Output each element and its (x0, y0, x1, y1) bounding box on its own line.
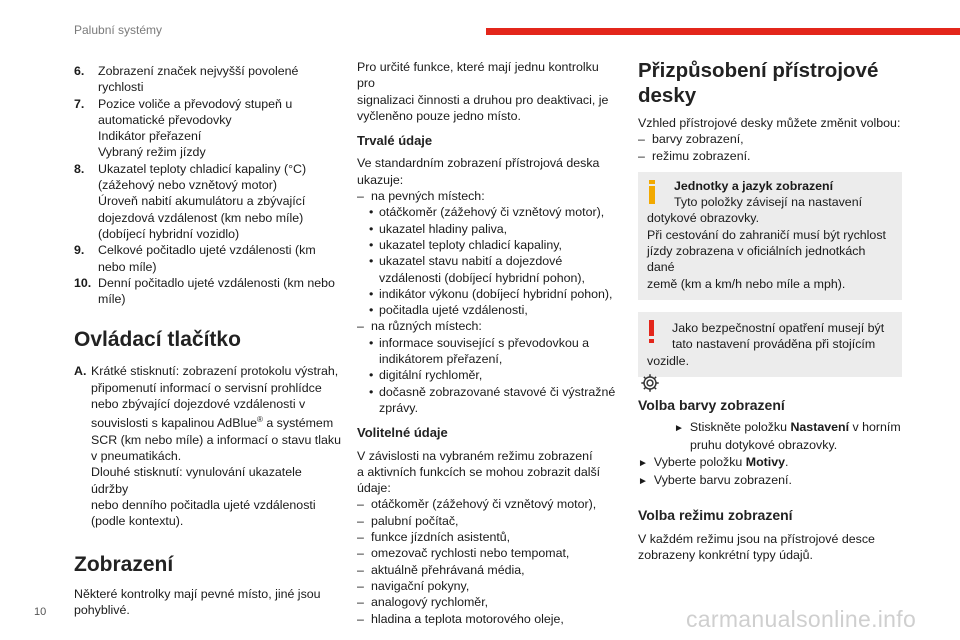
optional-line: a aktivních funkcích se mohou zobrazit další (357, 464, 601, 479)
item-text (98, 242, 342, 275)
control-line: Dlouhé stisknutí: vynulování ukazatele údržby (91, 465, 302, 496)
warning-icon (649, 320, 655, 343)
bullet-item: • ukazatel teploty chladicí kapaliny, (369, 237, 562, 252)
item-line: nebo míle) (98, 259, 157, 274)
item-line: (dobíjecí hybridní vozidlo) (98, 226, 240, 241)
info-box-title: Jednotky a jazyk zobrazení (674, 178, 834, 193)
column-left (74, 63, 342, 618)
permanent-line: Ve standardním zobrazení přístrojová deska (357, 156, 600, 171)
item-line: Pozice voliče a převodový stupeň u (98, 96, 293, 111)
item-number: 8. (74, 161, 85, 176)
warning-box-safety (638, 312, 902, 377)
adblue-prefix: souvislosti s kapalinou AdBlue (91, 416, 257, 431)
item-number: 7. (74, 96, 85, 111)
bullet-line: informace související s převodovkou a (379, 335, 590, 350)
running-header: Palubní systémy (74, 23, 163, 37)
column-middle (357, 59, 619, 627)
bullet-line: vzdálenosti (dobíjecí hybridní pohon), (379, 270, 585, 285)
bullet-item: • ukazatel stavu nabití a dojezdové vzdálenosti (dobíjecí hybridní pohon), (369, 254, 585, 285)
color-step-2: ► Vyberte položku Motivy. (638, 454, 789, 469)
page-number: 10 (34, 606, 47, 618)
bullet-line: otáčkoměr (zážehový či vznětový motor), (379, 205, 605, 220)
item-number: 6. (74, 64, 85, 78)
dash-item: – barvy zobrazení, (638, 132, 744, 147)
bullet-line: ukazatel hladiny paliva, (379, 221, 508, 236)
control-line: nebo zbývající dojezdové vzdálenosti v (91, 397, 306, 412)
dash-item: – navigační pokyny, (357, 578, 470, 593)
item-text (98, 96, 342, 161)
dash-item: – aktuálně přehrávaná média, (357, 562, 525, 577)
bullet-line: dočasně zobrazované stavové či výstražné (379, 384, 616, 399)
info-box-line: jízdy zobrazena v oficiálních jednotkách dané (647, 244, 866, 275)
bullet-line: zprávy. (379, 400, 419, 415)
settings-gear-icon (639, 372, 661, 394)
customize-intro (638, 115, 902, 164)
color-step-1: ► Stiskněte položku Nastavení v horním (674, 420, 901, 435)
control-item-a (74, 363, 342, 529)
control-line: nebo denního počitadla ujeté vzdálenosti (91, 497, 316, 512)
item-line: Zobrazení značek nejvyšší povolené (98, 64, 299, 78)
mode-line: V každém režimu jsou na přístrojové desce (638, 531, 875, 546)
item-text (98, 161, 342, 242)
control-line: v pneumatikách. (91, 449, 182, 464)
numbered-list (74, 63, 342, 307)
bullet-item: • digitální rychloměr, (369, 368, 483, 383)
intro-paragraph (357, 59, 619, 124)
bullet-line: ukazatel teploty chladicí kapaliny, (379, 237, 562, 252)
item-line: automatické převodovky (98, 112, 232, 127)
dash-item: – hladina a teplota motorového oleje, (357, 611, 564, 626)
control-line: Krátké stisknutí: zobrazení protokolu výstrah, (91, 364, 339, 379)
optional-line: údaje: (357, 481, 391, 496)
control-line: SCR (km nebo míle) a informací o stavu tlaku (91, 432, 341, 447)
display-line: pohyblivé. (74, 602, 130, 617)
adblue-suffix: a systémem (262, 416, 334, 431)
item-line: míle) (98, 292, 126, 307)
fixed-bullets (357, 204, 619, 318)
bullet-item: • indikátor výkonu (dobíjecí hybridní pohon), (369, 286, 613, 301)
item-line: Ukazatel teploty chladicí kapaliny (°C) (98, 161, 307, 176)
optional-dash-list (357, 496, 619, 626)
control-label: A. (74, 364, 87, 379)
dash-item: – režimu zobrazení. (638, 148, 751, 163)
intro-line: Pro určité funkce, které mají jednu kontrolku pro (357, 60, 599, 91)
intro-line: signalizaci činnosti a druhou pro deaktivaci, je (357, 92, 609, 107)
bullet-item: • počitadla ujeté vzdálenosti, (369, 303, 528, 318)
optional-line: V závislosti na vybraném režimu zobrazení (357, 448, 593, 463)
dash-item: – omezovač rychlosti nebo tempomat, (357, 546, 570, 561)
bullet-item: • dočasně zobrazované stavové či výstražné zprávy. (369, 384, 616, 415)
warning-box-line: Jako bezpečnostní opatření musejí být (672, 320, 885, 335)
control-line: (podle kontextu). (91, 514, 184, 529)
color-step-3: ► Vyberte barvu zobrazení. (638, 473, 792, 488)
item-number: 10. (74, 275, 92, 290)
heading-permanent-data: Trvalé údaje (357, 133, 433, 149)
heading-optional-data: Volitelné údaje (357, 425, 448, 441)
item-line: rychlosti (98, 80, 144, 95)
item-line: Celkové počitadlo ujeté vzdálenosti (km (98, 243, 316, 258)
control-line: připomenutí informací o servisní prohlídce (91, 380, 322, 395)
control-line-adblue (91, 412, 342, 431)
bullet-line: ukazatel stavu nabití a dojezdové (379, 254, 563, 269)
numbered-item (74, 242, 342, 275)
info-box-units-language (638, 172, 902, 300)
info-box-line: Tyto položky závisejí na nastavení (674, 195, 863, 210)
item-line: Vybraný režim jízdy (98, 145, 206, 160)
mode-paragraph (638, 531, 902, 564)
customize-intro-line: Vzhled přístrojové desky můžete změnit volbou: (638, 116, 901, 130)
item-text (98, 63, 342, 96)
various-bullets (357, 335, 619, 416)
item-line: Indikátor přeřazení (98, 129, 202, 144)
heading-control-button: Ovládací tlačítko (74, 328, 241, 352)
heading-color-selection: Volba barvy zobrazení (638, 396, 785, 413)
dash-item: – analogový rychloměr, (357, 595, 489, 610)
permanent-paragraph (357, 155, 619, 188)
info-box-line: Při cestování do zahraničí musí být rychlost (647, 227, 886, 242)
mode-line: zobrazeny konkrétní typy údajů. (638, 547, 813, 562)
fixed-places-label: – na pevných místech: (357, 189, 485, 204)
numbered-item (74, 161, 342, 242)
control-text (91, 363, 342, 529)
registered-mark: ® (257, 415, 263, 425)
display-paragraph (74, 586, 342, 619)
warning-box-line: tato nastavení prováděna při stojícím (672, 337, 876, 352)
watermark: carmanualsonline.info (686, 606, 917, 632)
bullet-item: • informace související s převodovkou a indikátorem přeřazení, (369, 335, 590, 367)
bullet-item: • otáčkoměr (zážehový či vznětový motor), (369, 205, 605, 220)
column-right (638, 58, 902, 563)
bullet-line: indikátor výkonu (dobíjecí hybridní pohon), (379, 286, 613, 301)
numbered-item (74, 63, 342, 96)
intro-line: vyčleněno pouze jedno místo. (357, 108, 521, 123)
dash-item: – funkce jízdních asistentů, (357, 530, 511, 545)
optional-paragraph (357, 448, 619, 497)
item-line: dojezdová vzdálenost (km nebo míle) (98, 210, 304, 225)
numbered-item (74, 96, 342, 161)
item-line: Denní počitadlo ujeté vzdálenosti (km nebo (98, 275, 335, 290)
warning-box-line: vozidle. (647, 353, 690, 368)
item-text (98, 275, 342, 308)
permanent-line: ukazuje: (357, 172, 404, 187)
color-step-1-cont: pruhu dotykové obrazovky. (690, 438, 838, 453)
bullet-line: indikátorem přeřazení, (379, 352, 503, 367)
various-places-label: – na různých místech: (357, 319, 482, 334)
display-line: Některé kontrolky mají pevné místo, jiné jsou (74, 586, 321, 601)
info-box-line: země (km a km/h nebo míle a mph). (647, 276, 846, 291)
item-line: Úroveň nabití akumulátoru a zbývající (98, 194, 306, 209)
heading-mode-selection: Volba režimu zobrazení (638, 507, 793, 524)
header-accent-bar (486, 28, 960, 35)
heading-customize-dashboard: Přizpůsobení přístrojové desky (638, 59, 879, 107)
item-number: 9. (74, 243, 85, 258)
bullet-line: počitadla ujeté vzdálenosti, (379, 303, 528, 318)
dash-item: – otáčkoměr (zážehový či vznětový motor), (357, 497, 597, 512)
info-icon (649, 180, 655, 204)
numbered-item (74, 275, 342, 308)
info-box-line: dotykové obrazovky. (647, 211, 760, 226)
bullet-line: digitální rychloměr, (379, 368, 483, 383)
item-line: (zážehový nebo vznětový motor) (98, 178, 278, 193)
bullet-item: • ukazatel hladiny paliva, (369, 221, 508, 236)
heading-display: Zobrazení (74, 552, 174, 576)
color-steps (638, 419, 902, 490)
dash-item: – palubní počítač, (357, 513, 459, 528)
